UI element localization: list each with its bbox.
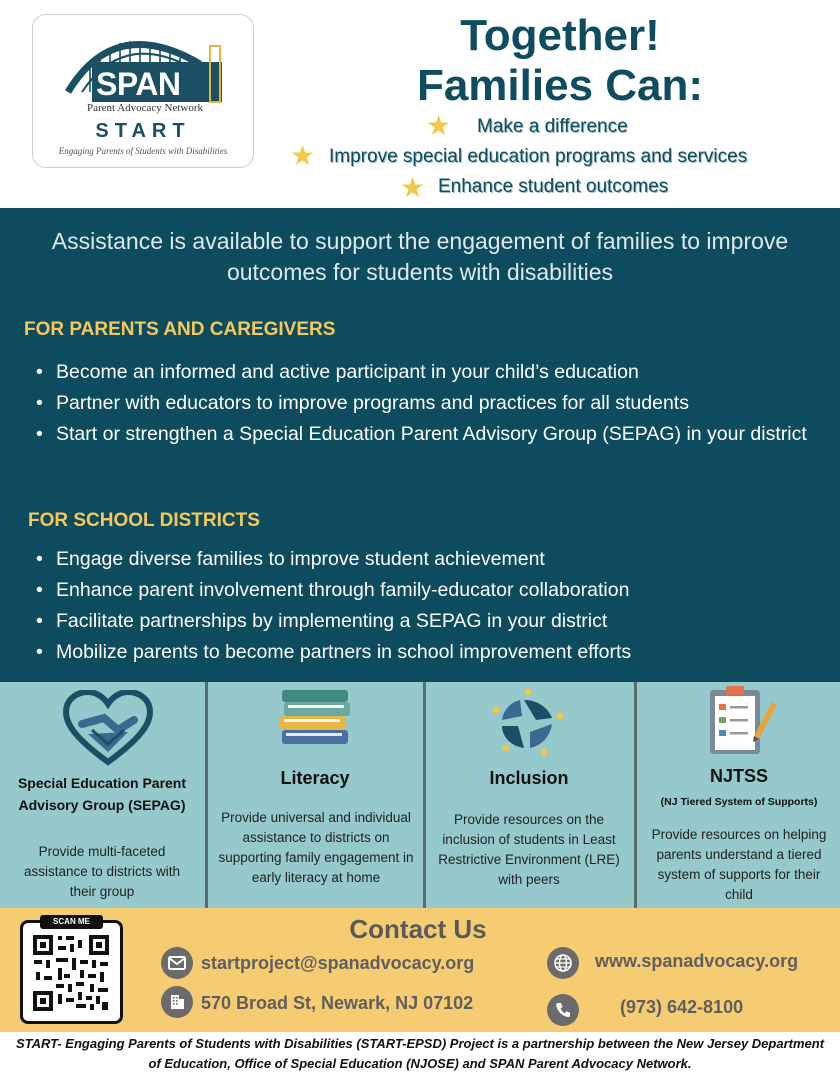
card-title-literacy: Literacy <box>280 768 350 788</box>
qr-code-icon[interactable] <box>32 934 110 1012</box>
list-item: • Mobilize parents to become partners in school improvement efforts <box>24 637 809 668</box>
logo-brand: SPAN <box>96 66 181 102</box>
parents-heading: FOR PARENTS AND CAREGIVERS <box>24 319 336 340</box>
logo-tagline: Engaging Parents of Students with Disabilities <box>58 146 228 156</box>
star-icon: ★ <box>426 110 452 141</box>
parents-list <box>24 357 809 450</box>
benefit-1: Make a difference <box>477 116 628 137</box>
list-item: • Partner with educators to improve programs and practices for all students <box>24 388 809 419</box>
star-icon: ★ <box>290 140 316 171</box>
qr-label: SCAN ME <box>40 915 103 929</box>
districts-heading: FOR SCHOOL DISTRICTS <box>28 510 260 531</box>
globe-icon <box>547 947 579 979</box>
building-icon <box>161 986 193 1018</box>
contact-heading: Contact Us <box>349 914 487 944</box>
card-title-sepag: Special Education Parent Advisory Group (SEPAG) <box>17 775 187 813</box>
benefit-3: Enhance student outcomes <box>438 176 669 197</box>
intro-text: Assistance is available to support the engagement of families to improve outcomes for students with disabilities <box>51 228 789 285</box>
clipboard-checklist-icon <box>706 684 780 756</box>
list-item: • Facilitate partnerships by implementing a SEPAG in your district <box>24 606 809 637</box>
envelope-icon <box>161 947 193 979</box>
contact-website-link[interactable]: www.spanadvocacy.org <box>595 951 799 971</box>
benefit-2: Improve special education programs and services <box>329 146 748 167</box>
list-item: • Enhance parent involvement through family-educator collaboration <box>24 575 809 606</box>
card-subtitle-njtss: (NJ Tiered System of Supports) <box>660 796 818 808</box>
list-item: • Start or strengthen a Special Education Parent Advisory Group (SEPAG) in your district <box>24 419 809 450</box>
page-title-line-1: Together! <box>460 11 660 60</box>
card-title-inclusion: Inclusion <box>489 768 569 788</box>
logo-program: START <box>95 120 191 142</box>
card-title-njtss: NJTSS <box>709 766 769 786</box>
card-desc-literacy: Provide universal and individual assistance to districts on supporting family engagement in early literacy at home <box>218 810 414 885</box>
card-divider <box>423 682 426 908</box>
contact-email-link[interactable]: startproject@spanadvocacy.org <box>201 953 475 973</box>
districts-list <box>24 544 809 668</box>
card-desc-inclusion: Provide resources on the inclusion of students in Least Restrictive Environment (LRE) with peers <box>438 812 620 887</box>
card-desc-njtss: Provide resources on helping parents understand a tiered system of supports for their child <box>651 827 827 902</box>
footer-note: START- Engaging Parents of Students with Disabilities (START-EPSD) Project is a partnership between the New Jersey Department of Education, Office of Special Education (NJOSE) and SPAN Parent Advocacy Network. <box>15 1036 825 1071</box>
list-item: • Engage diverse families to improve student achievement <box>24 544 809 575</box>
card-divider <box>205 682 208 908</box>
contact-phone-link[interactable]: (973) 642-8100 <box>620 997 744 1017</box>
star-icon: ★ <box>400 172 426 203</box>
page-title-line-2: Families Can: <box>416 61 704 110</box>
card-desc-sepag: Provide multi-faceted assistance to districts with their group <box>23 844 181 899</box>
inclusion-icon <box>490 686 564 758</box>
card-divider <box>634 682 637 908</box>
books-icon <box>278 690 354 748</box>
handshake-heart-icon <box>62 690 154 766</box>
logo-network: Parent Advocacy Network <box>86 102 204 114</box>
contact-address: 570 Broad St, Newark, NJ 07102 <box>201 993 474 1013</box>
phone-icon <box>547 994 579 1026</box>
list-item: • Become an informed and active participant in your child’s education <box>24 357 809 388</box>
